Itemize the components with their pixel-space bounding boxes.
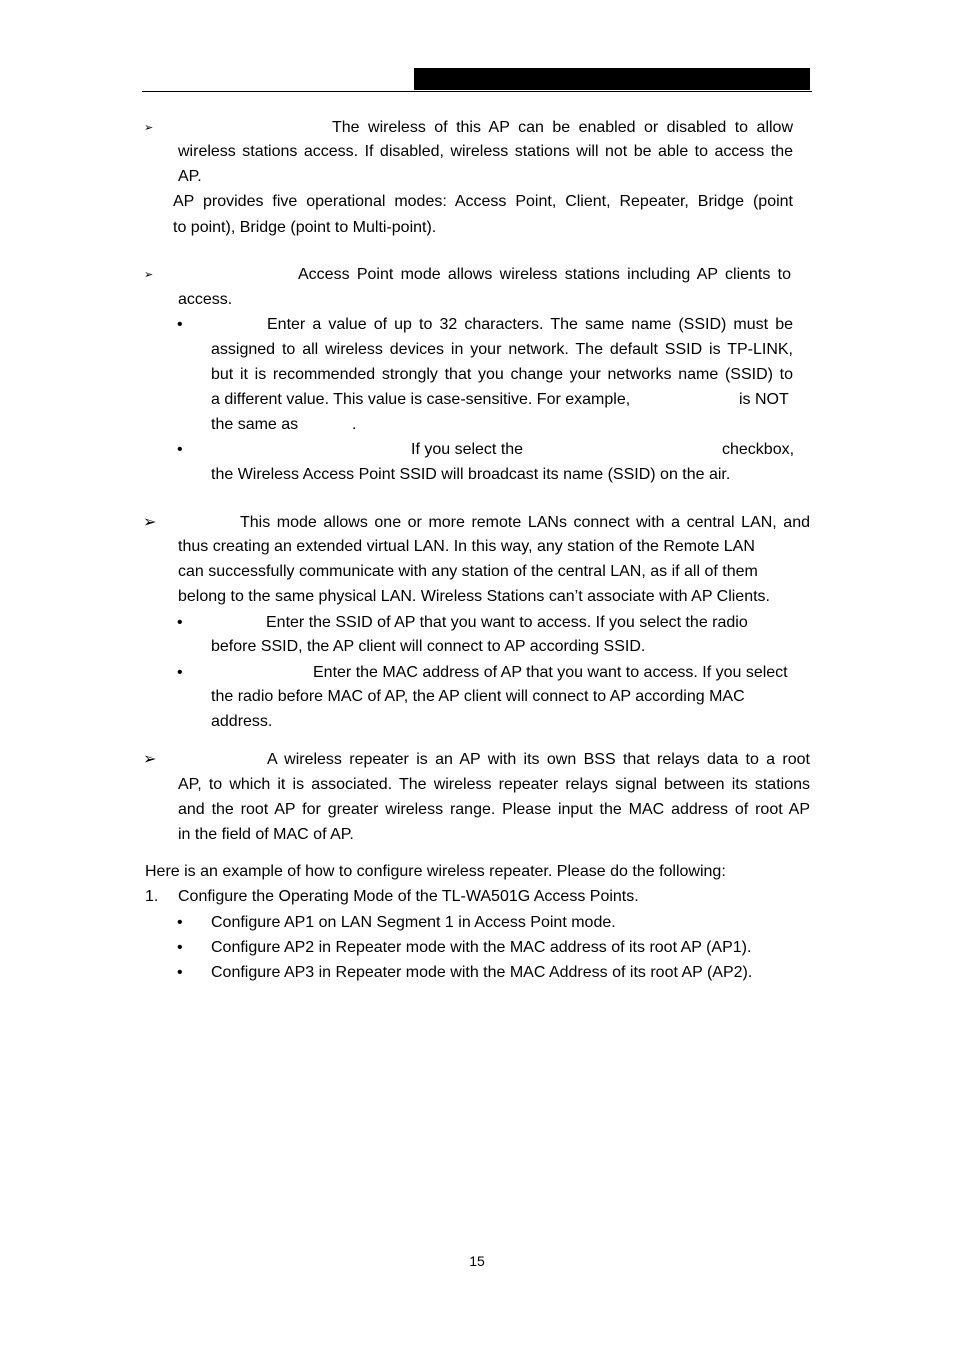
header-rule (142, 91, 812, 92)
client-mode-line-2: thus creating an extended virtual LAN. In this way, any station of the Remote LAN (178, 538, 755, 555)
client-ssid-line-2: before SSID, the AP client will connect to AP according SSID. (211, 638, 646, 655)
ssid-line-3: but it is recommended strongly that you change your networks name (SSID) to (211, 366, 793, 383)
wireless-radio-description: The wireless of this AP can be enabled or disabled to allow (332, 119, 793, 136)
example-intro: Here is an example of how to configure wireless repeater. Please do the following: (145, 863, 726, 880)
bullet-icon: • (177, 939, 183, 956)
wireless-radio-line-3: AP. (178, 168, 202, 185)
bullet-icon: • (177, 441, 183, 458)
operational-modes-line-2: to point), Bridge (point to Multi-point). (173, 219, 437, 236)
ssid-description: Enter a value of up to 32 characters. The same name (SSID) must be (267, 316, 793, 333)
ssid-line-5-tail: . (352, 416, 357, 433)
step-number: 1. (145, 888, 159, 905)
client-mac-description: Enter the MAC address of AP that you want to access. If you select (313, 664, 788, 681)
bullet-icon: • (177, 614, 183, 631)
page-number: 15 (469, 1253, 485, 1269)
step-text: Configure the Operating Mode of the TL-WA501G Access Points. (178, 888, 639, 905)
repeater-line-4: in the field of MAC of AP. (178, 826, 354, 843)
repeater-line-2: AP, to which it is associated. The wireless repeater relays signal between its stations (178, 776, 810, 793)
ssid-line-5: the same as (211, 416, 299, 433)
list-item: Configure AP1 on LAN Segment 1 in Access Point mode. (211, 914, 616, 931)
wireless-radio-line-2: wireless stations access. If disabled, wireless stations will not be able to access the (178, 143, 793, 160)
client-ssid-description: Enter the SSID of AP that you want to access. If you select the radio (266, 614, 748, 631)
broadcast-ssid-description: If you select the (411, 441, 524, 458)
arrow-bullet-icon: ➢ (144, 269, 154, 281)
list-item: Configure AP3 in Repeater mode with the MAC Address of its root AP (AP2). (211, 964, 753, 981)
client-mac-line-2: the radio before MAC of AP, the AP client will connect to AP according MAC (211, 688, 745, 705)
operational-modes-line-1: AP provides five operational modes: Access Point, Client, Repeater, Bridge (point (173, 193, 793, 210)
client-mode-line-4: belong to the same physical LAN. Wireless Stations can’t associate with AP Clients. (178, 588, 770, 605)
ssid-line-4: a different value. This value is case-sensitive. For example, (211, 391, 631, 408)
repeater-line-3: and the root AP for greater wireless range. Please input the MAC address of root AP (178, 801, 810, 818)
list-item: Configure AP2 in Repeater mode with the MAC address of its root AP (AP1). (211, 939, 752, 956)
repeater-description: A wireless repeater is an AP with its own BSS that relays data to a root (267, 751, 810, 768)
arrow-bullet-icon: ➢ (143, 514, 157, 531)
client-mac-line-3: address. (211, 713, 273, 730)
access-point-line-2: access. (178, 291, 233, 308)
ssid-line-2: assigned to all wireless devices in your network. The default SSID is TP-LINK, (211, 341, 793, 358)
bullet-icon: • (177, 316, 183, 333)
broadcast-ssid-description-tail: checkbox, (722, 441, 795, 458)
access-point-description: Access Point mode allows wireless stations including AP clients to (298, 266, 791, 283)
client-mode-description: This mode allows one or more remote LANs connect with a central LAN, and (240, 514, 810, 531)
bullet-icon: • (177, 914, 183, 931)
arrow-bullet-icon: ➢ (143, 751, 157, 768)
header-bar (414, 68, 810, 90)
client-mode-line-3: can successfully communicate with any station of the central LAN, as if all of them (178, 563, 758, 580)
bullet-icon: • (177, 964, 183, 981)
broadcast-ssid-line-2: the Wireless Access Point SSID will broadcast its name (SSID) on the air. (211, 466, 731, 483)
bullet-icon: • (177, 664, 183, 681)
arrow-bullet-icon: ➢ (144, 122, 154, 134)
ssid-line-4-tail: is NOT (739, 391, 789, 408)
